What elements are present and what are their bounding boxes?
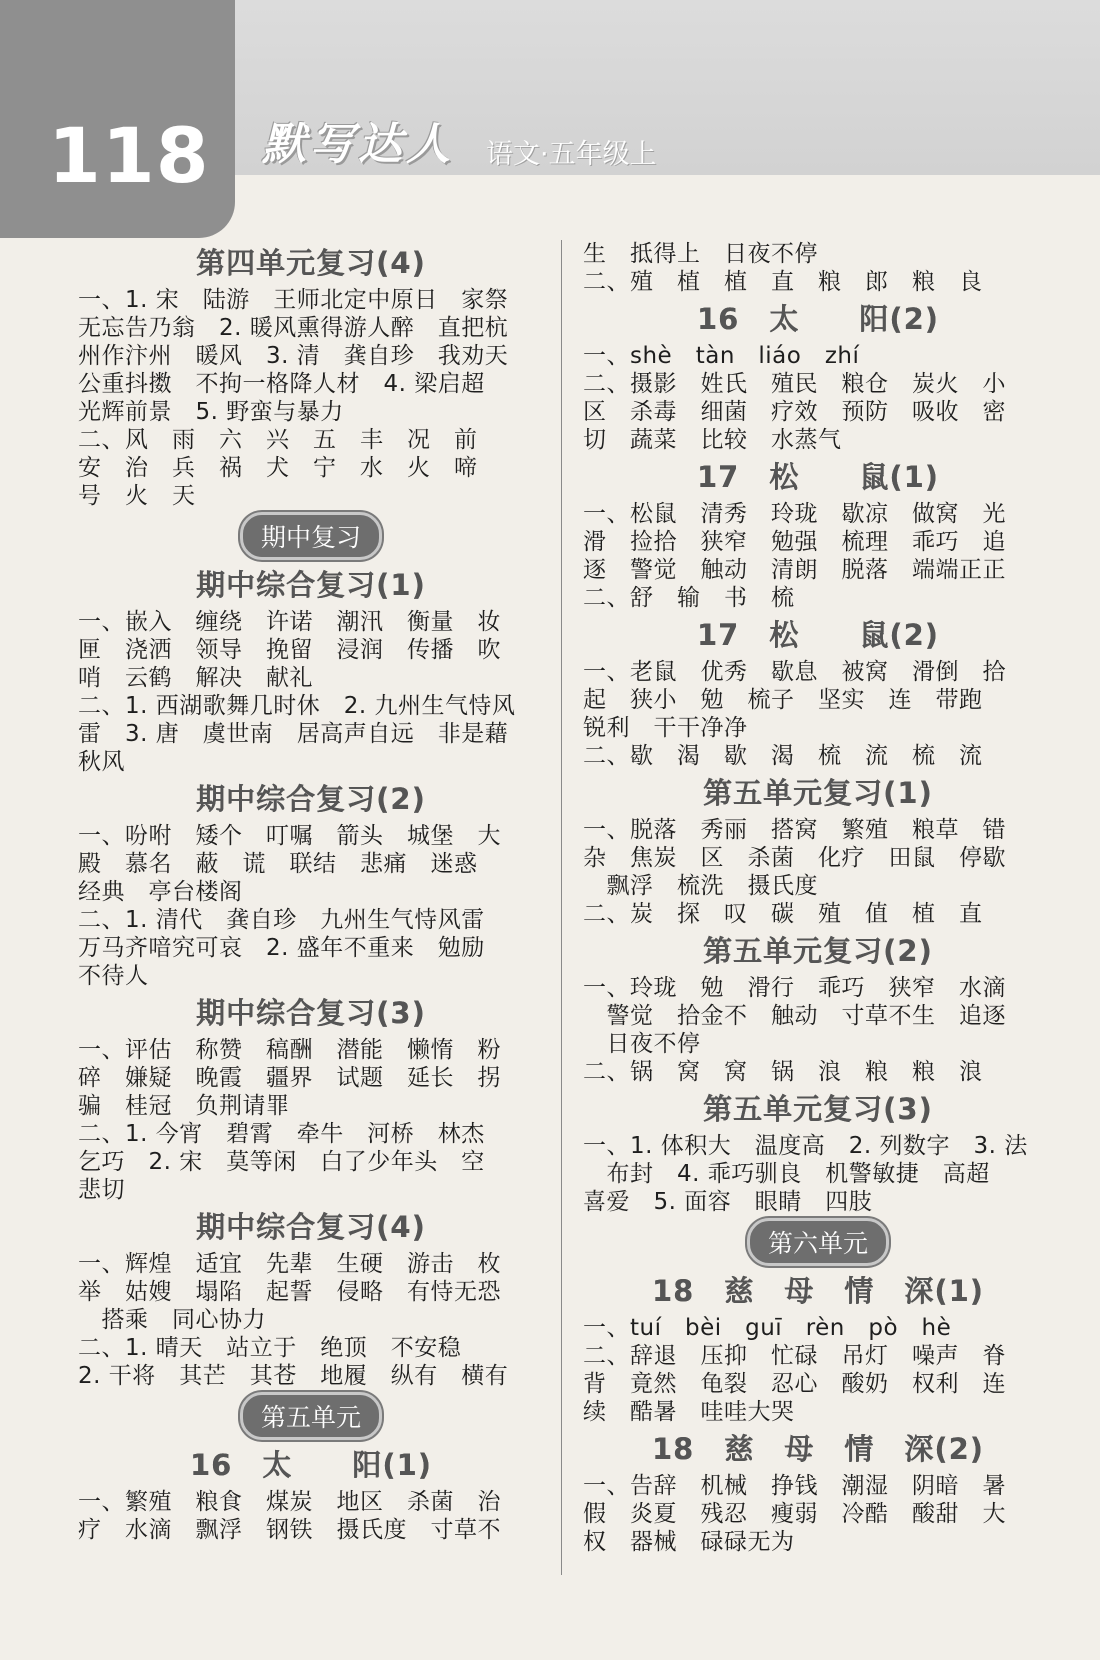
answer-line: 锐利 干干净净 (583, 715, 748, 741)
answer-line: 搭乘 同心协力 (78, 1307, 266, 1333)
answer-line: 起 狭小 勉 梳子 坚实 连 带跑 (583, 687, 983, 713)
answer-line: 一、shè tàn liáo zhí (583, 343, 860, 369)
answer-line: 飘浮 梳洗 摄氏度 (583, 873, 818, 899)
right-column (583, 240, 1053, 1556)
answer-line: 乞巧 2. 宋 莫等闲 白了少年头 空 (78, 1149, 485, 1175)
page-number: 118 (48, 111, 210, 200)
answer-line: 二、1. 晴天 站立于 绝顶 不安稳 (78, 1335, 462, 1361)
section-heading: 16 太 阳(1) (189, 1448, 433, 1482)
answer-line: 二、殖 植 植 直 粮 郎 粮 良 (583, 269, 983, 295)
answer-line: 万马齐喑究可哀 2. 盛年不重来 勉励 (78, 935, 485, 961)
answer-line: 一、老鼠 优秀 歇息 被窝 滑倒 拾 (583, 659, 1006, 685)
answer-line: 号 火 天 (78, 483, 196, 509)
section-pill-label: 第六单元 (747, 1218, 889, 1266)
book-subtitle: 语文·五年级上 (486, 139, 657, 170)
answer-line: 二、辞退 压抑 忙碌 吊灯 噪声 脊 (583, 1343, 1006, 1369)
answer-line: 碎 嫌疑 晚霞 疆界 试题 延长 拐 (78, 1065, 501, 1091)
answer-line: 杂 焦炭 区 杀菌 化疗 田鼠 停歇 (583, 845, 1006, 871)
section-pill-label: 期中复习 (240, 512, 382, 560)
answer-line: 二、歇 渴 歇 渴 梳 流 梳 流 (583, 743, 983, 769)
section-pill (78, 1390, 544, 1442)
answer-line: 匣 浇洒 领导 挽留 浸润 传播 吹 (78, 637, 501, 663)
section-heading: 期中综合复习(2) (196, 782, 426, 816)
answer-line: 一、tuí bèi guī rèn pò hè (583, 1315, 952, 1341)
answer-line: 布封 4. 乖巧驯良 机警敏捷 高超 (583, 1161, 990, 1187)
answer-line: 生 抵得上 日夜不停 (583, 241, 818, 267)
answer-line: 二、风 雨 六 兴 五 丰 况 前 (78, 427, 478, 453)
answer-line: 哨 云鹤 解决 献礼 (78, 665, 313, 691)
section-pill-label: 第五单元 (240, 1392, 382, 1440)
answer-line: 安 治 兵 祸 犬 宁 水 火 啼 (78, 455, 478, 481)
answer-line: 二、锅 窝 窝 锅 浪 粮 粮 浪 (583, 1059, 983, 1085)
answer-line: 一、嵌入 缠绕 许诺 潮汛 衡量 妆 (78, 609, 501, 635)
answer-line: 一、玲珑 勉 滑行 乖巧 狭窄 水滴 (583, 975, 1006, 1001)
section-heading: 第五单元复习(1) (703, 776, 933, 810)
section-heading: 第四单元复习(4) (196, 246, 426, 280)
section-heading: 18 慈 母 情 深(1) (651, 1274, 985, 1308)
answer-line: 日夜不停 (583, 1031, 701, 1057)
answer-line: 二、舒 输 书 梳 (583, 585, 795, 611)
section-heading: 期中综合复习(1) (196, 568, 426, 602)
answer-line: 疗 水滴 飘浮 钢铁 摄氏度 寸草不 (78, 1517, 501, 1543)
answer-line: 一、吩咐 矮个 叮嘱 箭头 城堡 大 (78, 823, 501, 849)
section-heading: 期中综合复习(3) (196, 996, 426, 1030)
answer-line: 秋风 (78, 749, 125, 775)
section-heading: 17 松 鼠(1) (696, 460, 940, 494)
answer-line: 一、1. 宋 陆游 王师北定中原日 家祭 (78, 287, 509, 313)
answer-line: 警觉 拾金不 触动 寸草不生 追逐 (583, 1003, 1006, 1029)
answer-line: 一、繁殖 粮食 煤炭 地区 杀菌 治 (78, 1489, 501, 1515)
answer-line: 公重抖擞 不拘一格降人材 4. 梁启超 (78, 371, 485, 397)
answer-line: 背 竟然 龟裂 忍心 酸奶 权利 连 (583, 1371, 1006, 1397)
answer-line: 2. 干将 其芒 其苍 地履 纵有 横有 (78, 1363, 509, 1389)
answer-line: 光辉前景 5. 野蛮与暴力 (78, 399, 344, 425)
left-column (78, 240, 544, 1544)
answer-line: 一、评估 称赞 稿酬 潜能 懒惰 粉 (78, 1037, 501, 1063)
answer-line: 一、松鼠 清秀 玲珑 歇凉 做窝 光 (583, 501, 1006, 527)
section-pill (78, 510, 544, 562)
answer-line: 逐 警觉 触动 清朗 脱落 端端正正 (583, 557, 1006, 583)
answer-line: 一、1. 体积大 温度高 2. 列数字 3. 法 (583, 1133, 1028, 1159)
answer-line: 一、告辞 机械 挣钱 潮湿 阴暗 暑 (583, 1473, 1006, 1499)
answer-line: 举 姑嫂 塌陷 起誓 侵略 有恃无恐 (78, 1279, 501, 1305)
answer-line: 二、1. 清代 龚自珍 九州生气恃风雷 (78, 907, 485, 933)
answer-line: 权 器械 碌碌无为 (583, 1529, 795, 1555)
column-divider (561, 240, 562, 1575)
answer-line: 无忘告乃翁 2. 暖风熏得游人醉 直把杭 (78, 315, 509, 341)
answer-line: 喜爱 5. 面容 眼睛 四肢 (583, 1189, 873, 1215)
answer-line: 续 酷暑 哇哇大哭 (583, 1399, 795, 1425)
answer-line: 假 炎夏 残忍 瘦弱 冷酷 酸甜 大 (583, 1501, 1006, 1527)
answer-line: 悲切 (78, 1177, 125, 1203)
section-heading: 18 慈 母 情 深(2) (651, 1432, 985, 1466)
answer-line: 二、摄影 姓氏 殖民 粮仓 炭火 小 (583, 371, 1006, 397)
answer-line: 二、炭 探 叹 碳 殖 值 植 直 (583, 901, 983, 927)
answer-line: 一、辉煌 适宜 先辈 生硬 游击 枚 (78, 1251, 501, 1277)
section-heading: 第五单元复习(2) (703, 934, 933, 968)
answer-line: 殿 慕名 蔽 谎 联结 悲痛 迷惑 (78, 851, 478, 877)
answer-line: 二、1. 今宵 碧霄 牵牛 河桥 林杰 (78, 1121, 485, 1147)
answer-line: 不待人 (78, 963, 149, 989)
answer-line: 二、1. 西湖歌舞几时休 2. 九州生气恃风 (78, 693, 516, 719)
answer-line: 骗 桂冠 负荆请罪 (78, 1093, 290, 1119)
answer-line: 切 蔬菜 比较 水蒸气 (583, 427, 842, 453)
answer-line: 经典 亭台楼阁 (78, 879, 243, 905)
section-heading: 期中综合复习(4) (196, 1210, 426, 1244)
answer-line: 州作汴州 暖风 3. 清 龚自珍 我劝天 (78, 343, 509, 369)
section-heading: 17 松 鼠(2) (696, 618, 940, 652)
answer-line: 一、脱落 秀丽 搭窝 繁殖 粮草 错 (583, 817, 1006, 843)
answer-line: 雷 3. 唐 虞世南 居高声自远 非是藉 (78, 721, 509, 747)
section-heading: 第五单元复习(3) (703, 1092, 933, 1126)
answer-line: 滑 捡拾 狭窄 勉强 梳理 乖巧 追 (583, 529, 1006, 555)
section-pill (583, 1216, 1053, 1268)
brand-logo-text: 默写达人 (262, 119, 454, 170)
section-heading: 16 太 阳(2) (696, 302, 940, 336)
answer-line: 区 杀毒 细菌 疗效 预防 吸收 密 (583, 399, 1006, 425)
